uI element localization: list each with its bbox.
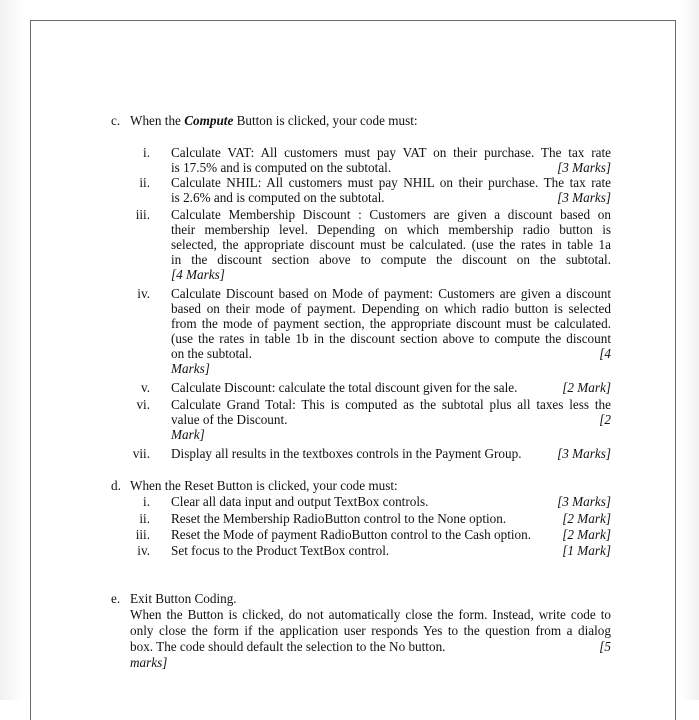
marks-label: [1 Mark] bbox=[562, 543, 611, 558]
compute-keyword: Compute bbox=[184, 113, 234, 128]
section-c-intro: When the Compute Button is clicked, your code must: bbox=[130, 113, 418, 128]
item-line: Calculate Discount based on Mode of payment: Customers are given a discount bbox=[171, 286, 611, 301]
item-line: Calculate Discount: calculate the total discount given for the sale. bbox=[171, 380, 518, 395]
item-line: Reset the Membership RadioButton control to the None option. bbox=[171, 511, 507, 526]
item-number: i. bbox=[143, 145, 150, 160]
paragraph-line: box. The code should default the selection to the No button. bbox=[130, 639, 446, 654]
marks-label: [3 Marks] bbox=[557, 190, 611, 205]
item-line: value of the Discount. bbox=[171, 412, 288, 427]
marks-label: [4 bbox=[599, 346, 611, 361]
section-e-title: Exit Button Coding. bbox=[130, 591, 237, 606]
left-page-shadow bbox=[0, 0, 26, 700]
item-number: vi. bbox=[136, 397, 150, 412]
item-line: (use the rates in table 1b in the discount section above to compute the discount bbox=[171, 331, 611, 346]
section-d-intro: When the Reset Button is clicked, your code must: bbox=[130, 478, 398, 493]
item-line: Set focus to the Product TextBox control. bbox=[171, 543, 390, 558]
item-number: i. bbox=[143, 494, 150, 509]
item-line: is 17.5% and is computed on the subtotal. bbox=[171, 160, 392, 175]
marks-label: [2 Mark] bbox=[562, 527, 611, 542]
marks-label: marks] bbox=[130, 655, 168, 670]
item-line: based on their mode of payment. Depending on which radio button is selected bbox=[171, 301, 611, 316]
section-e-letter: e. bbox=[111, 591, 121, 606]
item-line: Calculate NHIL: All customers must pay NHIL on their purchase. The tax rate bbox=[171, 175, 611, 190]
item-line: from the mode of payment section, the appropriate discount must be calculated. bbox=[171, 316, 611, 331]
document-page bbox=[30, 20, 676, 720]
marks-label: [4 Marks] bbox=[171, 267, 225, 282]
marks-label: [2 Mark] bbox=[562, 511, 611, 526]
item-line: in the discount section above to compute the discount on the subtotal. bbox=[171, 252, 611, 267]
marks-label: [3 Marks] bbox=[557, 446, 611, 461]
item-number: vii. bbox=[132, 446, 150, 461]
marks-label: [2 bbox=[599, 412, 611, 427]
paragraph-line: When the Button is clicked, do not automatically close the form. Instead, write code to bbox=[130, 607, 611, 622]
paragraph-line: only close the form if the application user responds Yes to the question from a dialog bbox=[130, 623, 611, 638]
item-line: their membership level. Depending on which membership radio button is bbox=[171, 222, 611, 237]
item-number: iv. bbox=[137, 543, 150, 558]
item-line: on the subtotal. bbox=[171, 346, 252, 361]
item-number: v. bbox=[140, 380, 150, 395]
item-line: is 2.6% and is computed on the subtotal. bbox=[171, 190, 385, 205]
marks-label: Marks] bbox=[171, 361, 210, 376]
marks-label: [3 Marks] bbox=[557, 494, 611, 509]
item-number: ii. bbox=[139, 175, 150, 190]
item-line: Display all results in the textboxes controls in the Payment Group. bbox=[171, 446, 522, 461]
section-d-letter: d. bbox=[111, 478, 121, 493]
marks-label: [5 bbox=[599, 639, 611, 654]
item-number: ii. bbox=[139, 511, 150, 526]
item-line: Calculate Membership Discount : Customers are given a discount based on bbox=[171, 207, 611, 222]
marks-label: [2 Mark] bbox=[562, 380, 611, 395]
item-line: Calculate VAT: All customers must pay VAT on their purchase. The tax rate bbox=[171, 145, 611, 160]
item-line: Reset the Mode of payment RadioButton control to the Cash option. bbox=[171, 527, 532, 542]
item-number: iii. bbox=[135, 527, 150, 542]
item-line: selected, the appropriate discount must be calculated. (use the rates in table 1a bbox=[171, 237, 611, 252]
marks-label: Mark] bbox=[171, 427, 205, 442]
item-line: Clear all data input and output TextBox controls. bbox=[171, 494, 429, 509]
item-number: iii. bbox=[135, 207, 150, 222]
item-number: iv. bbox=[137, 286, 150, 301]
item-line: Calculate Grand Total: This is computed as the subtotal plus all taxes less the bbox=[171, 397, 611, 412]
right-page-shadow bbox=[679, 0, 699, 700]
section-c-letter: c. bbox=[111, 113, 121, 128]
marks-label: [3 Marks] bbox=[557, 160, 611, 175]
